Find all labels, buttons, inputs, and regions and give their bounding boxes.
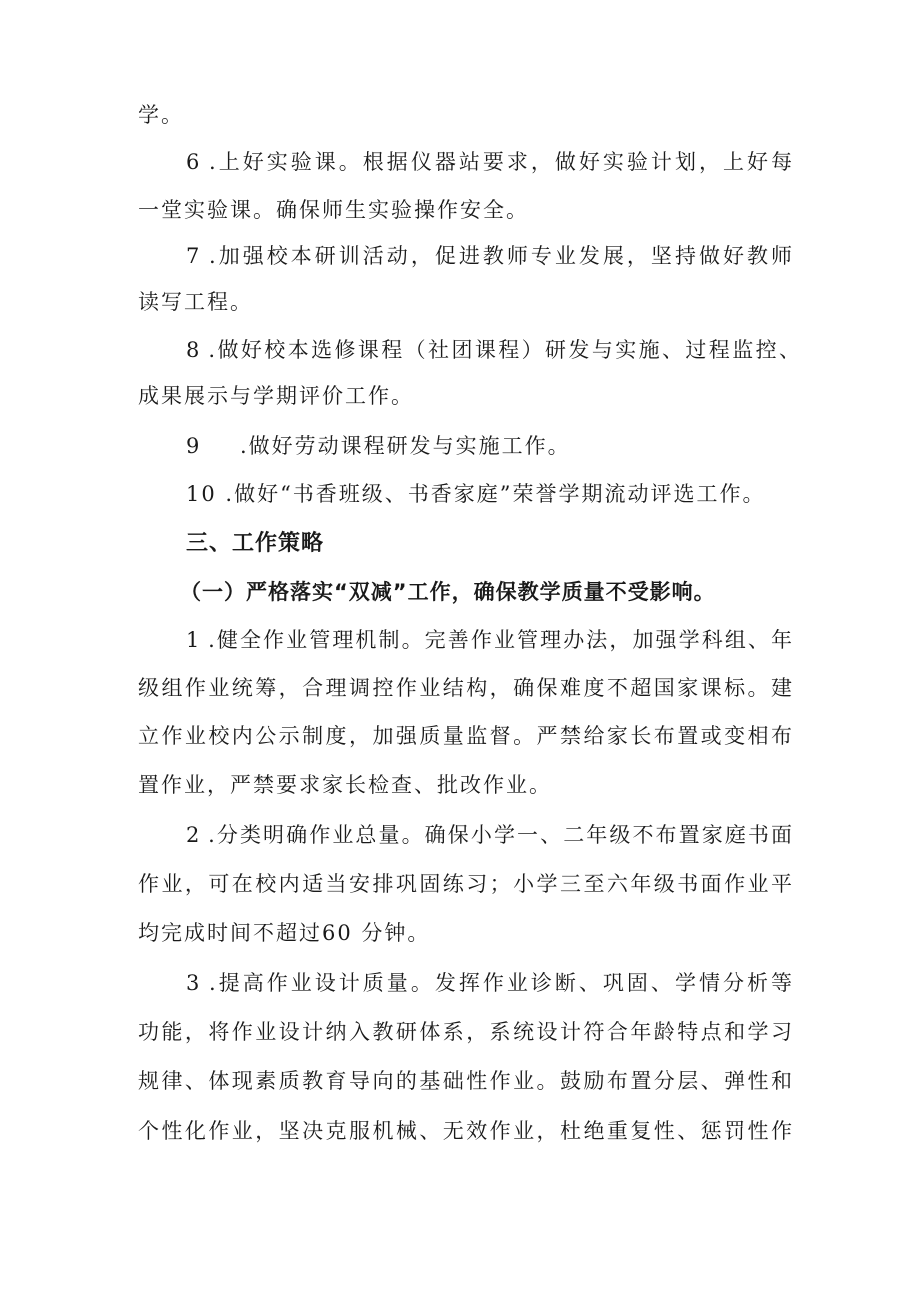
measure-2-line-3: 均完成时间不超过60 分钟。 bbox=[138, 921, 431, 945]
measure-3-line-3: 规律、体现素质教育导向的基础性作业。鼓励布置分层、弹性和 bbox=[138, 1069, 792, 1093]
item-8-line-1: 8 .做好校本选修课程（社团课程）研发与实施、过程监控、 bbox=[186, 338, 800, 362]
item-6-line-2: 一堂实验课。确保师生实验操作安全。 bbox=[138, 198, 529, 222]
measure-2-line-1: 2 .分类明确作业总量。确保小学一、二年级不布置家庭书面 bbox=[186, 823, 792, 847]
measure-3-line-2: 功能，将作业设计纳入教研体系，系统设计符合年龄特点和学习 bbox=[138, 1020, 792, 1044]
section-heading: 三、工作策略 bbox=[186, 531, 325, 556]
measure-1-line-4: 置作业，严禁要求家长检查、批改作业。 bbox=[138, 773, 552, 797]
measure-3-line-1: 3 .提高作业设计质量。发挥作业诊断、巩固、学情分析等 bbox=[186, 971, 792, 995]
item-8-line-2: 成果展示与学期评价工作。 bbox=[138, 384, 414, 408]
item-10-line-1: 10 .做好“书香班级、书香家庭”荣誉学期流动评选工作。 bbox=[186, 482, 766, 506]
item-7-line-1: 7 .加强校本研训活动，促进教师专业发展，坚持做好教师 bbox=[186, 244, 792, 268]
measure-2-line-2: 作业，可在校内适当安排巩固练习；小学三至六年级书面作业平 bbox=[138, 872, 792, 896]
measure-1-line-1: 1 .健全作业管理机制。完善作业管理办法，加强学科组、年 bbox=[186, 628, 792, 652]
measure-1-line-3: 立作业校内公示制度，加强质量监督。严禁给家长布置或变相布 bbox=[138, 724, 792, 748]
item-9-line-1: .做好劳动课程研发与实施工作。 bbox=[240, 434, 571, 458]
item-9-number: 9 bbox=[186, 434, 200, 458]
measure-3-line-4: 个性化作业，坚决克服机械、无效作业，杜绝重复性、惩罚性作 bbox=[138, 1119, 792, 1143]
measure-1-line-2: 级组作业统筹，合理调控作业结构，确保难度不超国家课标。建 bbox=[138, 676, 792, 700]
item-6-line-1: 6 .上好实验课。根据仪器站要求，做好实验计划，上好每 bbox=[186, 150, 792, 174]
subsection-heading: （一）严格落实“双减”工作，确保教学质量不受影响。 bbox=[180, 580, 716, 604]
item-7-line-2: 读写工程。 bbox=[138, 290, 253, 314]
continuation-line: 学。 bbox=[138, 103, 184, 127]
